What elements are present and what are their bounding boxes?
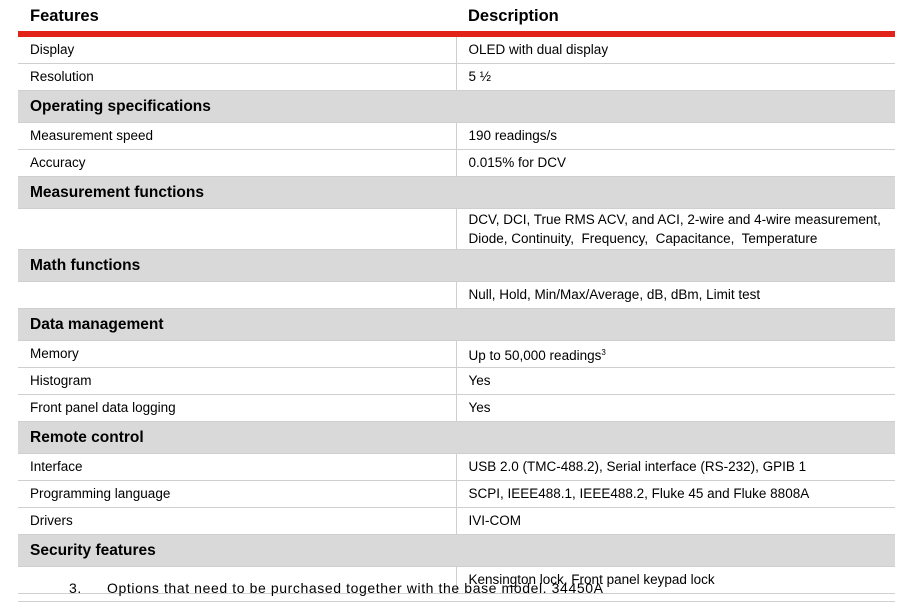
table-row (18, 341, 895, 368)
table-row (18, 368, 895, 395)
description-cell: SCPI, IEEE488.1, IEEE488.2, Fluke 45 and Fluke 8808A (456, 481, 895, 508)
table-row (18, 508, 895, 535)
feature-cell: Histogram (18, 368, 456, 395)
description-line: Diode, Continuity, Frequency, Capacitance, Temperature (468, 231, 818, 246)
feature-cell (18, 209, 456, 250)
section-title: Data management (18, 309, 895, 341)
section-header-row (18, 422, 895, 454)
table-row (18, 64, 895, 91)
table-header (18, 0, 895, 34)
feature-cell (18, 282, 456, 309)
description-cell: Up to 50,000 readings$^3$ (456, 341, 895, 368)
table-row (18, 395, 895, 422)
section-title: Remote control (18, 422, 895, 454)
section-header-row (18, 250, 895, 282)
spec-table (18, 0, 895, 594)
table-row (18, 150, 895, 177)
description-cell: 5 ½ (456, 64, 895, 91)
description-header: Description (456, 0, 895, 34)
feature-cell: Interface (18, 454, 456, 481)
feature-cell: Display (18, 34, 456, 64)
description-cell: Yes (456, 395, 895, 422)
section-header-row (18, 309, 895, 341)
footnote-number: 3. (69, 580, 82, 596)
table-row (18, 123, 895, 150)
section-title: Operating specifications (18, 91, 895, 123)
section-header-row (18, 535, 895, 567)
description-line: DCV, DCI, True RMS ACV, and ACI, 2-wire and 4-wire measurement, (468, 212, 881, 227)
description-cell: 0.015% for DCV (456, 150, 895, 177)
section-header-row (18, 91, 895, 123)
footnote (69, 580, 604, 596)
feature-cell: Programming language (18, 481, 456, 508)
section-title: Measurement functions (18, 177, 895, 209)
features-header: Features (18, 0, 456, 34)
footnote-text: Options that need to be purchased together with the base model. 34450A (107, 580, 604, 596)
section-title: Math functions (18, 250, 895, 282)
feature-cell: Measurement speed (18, 123, 456, 150)
description-cell (456, 209, 895, 250)
feature-cell: Front panel data logging (18, 395, 456, 422)
table-row (18, 34, 895, 64)
feature-cell: Resolution (18, 64, 456, 91)
description-cell: OLED with dual display (456, 34, 895, 64)
feature-cell: Memory (18, 341, 456, 368)
feature-cell: Accuracy (18, 150, 456, 177)
section-title: Security features (18, 535, 895, 567)
description-cell: USB 2.0 (TMC-488.2), Serial interface (RS-232), GPIB 1 (456, 454, 895, 481)
footnote-ref: 3 (601, 347, 606, 357)
footnote-divider (18, 601, 895, 602)
table-row (18, 454, 895, 481)
table-row (18, 282, 895, 309)
table-row (18, 481, 895, 508)
section-header-row (18, 177, 895, 209)
description-cell: Yes (456, 368, 895, 395)
description-cell: Null, Hold, Min/Max/Average, dB, dBm, Limit test (456, 282, 895, 309)
description-cell: 190 readings/s (456, 123, 895, 150)
table-row (18, 209, 895, 250)
table-body (18, 34, 895, 594)
description-cell: IVI-COM (456, 508, 895, 535)
description-cell: Kensington lock, Front panel keypad lock (456, 567, 895, 594)
feature-cell: Drivers (18, 508, 456, 535)
